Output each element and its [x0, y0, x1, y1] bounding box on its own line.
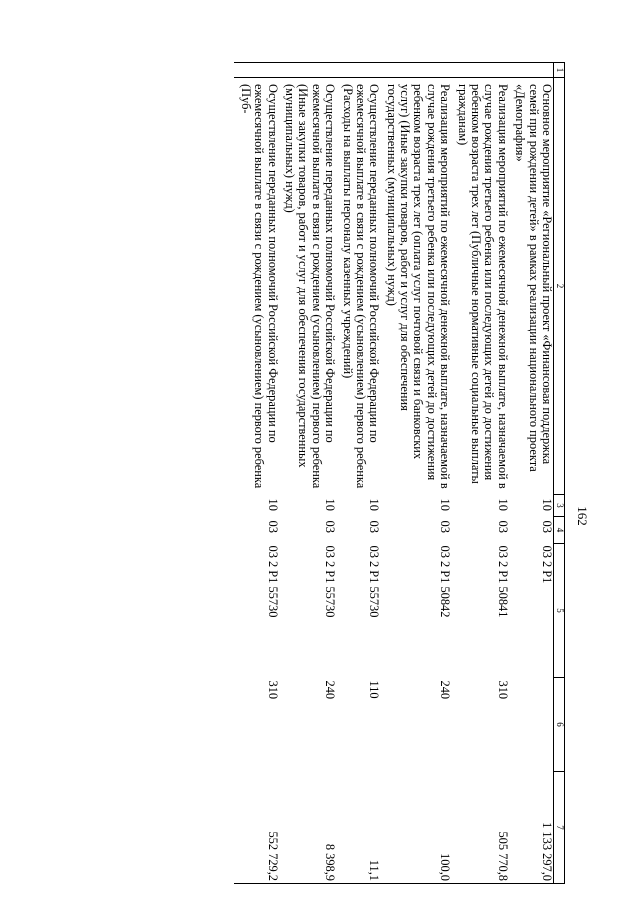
column-number-1: 1 [554, 63, 565, 78]
row-index-cell [380, 63, 451, 78]
table-row [234, 63, 278, 884]
page-number: 162 [575, 506, 590, 526]
budget-table [234, 62, 565, 884]
item-name: Осуществление переданных полномочий Российской Федерации по ежемесячной выплате в связи с рождением (усыновлением) первого ребенка (Иные закупки товаров, работ и услуг для обеспечения государственных (муниципальных) нужд) [282, 84, 338, 489]
target-article-code: 03 2 P1 55730 [323, 545, 338, 618]
column-number-6: 6 [554, 678, 565, 772]
expense-type-code: 110 [367, 680, 382, 699]
amount-value: 505 770,8 [451, 772, 509, 884]
amount-value: 8 398,9 [279, 772, 337, 884]
section-code: 10 [540, 498, 554, 511]
target-article-code: 03 2 P1 [540, 545, 554, 584]
column-number-7: 7 [554, 772, 565, 884]
expense-type-code [509, 678, 554, 772]
table-row [451, 63, 509, 884]
section-code: 10 [438, 498, 453, 511]
column-number-2: 2 [554, 78, 565, 495]
section-code: 10 [367, 498, 382, 511]
subsection-code: 03 [438, 520, 453, 533]
row-index-cell [509, 63, 554, 78]
amount-value: 1 133 297,0 [509, 772, 554, 884]
expense-type-code: 310 [265, 680, 280, 700]
amount-value: 100,0 [380, 772, 451, 884]
row-index-cell [451, 63, 509, 78]
section-code: 10 [265, 498, 280, 511]
column-number-5: 5 [554, 544, 565, 678]
table-row [279, 63, 337, 884]
rotated-page-content [5, 0, 605, 890]
item-name: Реализация мероприятий по ежемесячной денежной выплате, назначаемой в случае рождения третьего ребенка или последующих детей до достижения ребенком возраста трех лет (Публичные нормативные социальные выплаты гражданам) [455, 84, 510, 489]
subsection-code: 03 [323, 520, 338, 533]
expense-type-code: 240 [438, 680, 453, 700]
item-name: Реализация мероприятий по ежемесячной денежной выплате, назначаемой в случае рождения третьего ребенка или последующих детей до достижения ребенком возраста трех лет (оплата услуг почтовой связи и банковских услуг) (Иные закупки товаров, работ и услуг для обеспечения государственных (муниципальных) нужд) [384, 84, 453, 489]
target-article-code: 03 2 P1 50841 [495, 545, 510, 618]
column-number-row [554, 63, 565, 884]
target-article-code: 03 2 P1 55730 [367, 545, 382, 618]
target-article-code: 03 2 P1 50842 [438, 545, 453, 618]
subsection-code: 03 [367, 520, 382, 533]
table-row [380, 63, 451, 884]
column-number-3: 3 [554, 495, 565, 517]
target-article-code: 03 2 P1 55730 [265, 545, 280, 618]
row-index-cell [234, 63, 278, 78]
item-name: Осуществление переданных полномочий Российской Федерации по ежемесячной выплате в связи с рождением (усыновлением) первого ребенка (Расходы на выплаты персоналу казенных учреждений) [340, 84, 382, 489]
subsection-code: 03 [265, 520, 280, 533]
item-name: Осуществление переданных полномочий Российской Федерации по ежемесячной выплате в связи с рождением (усыновлением) первого ребенка (Пуб- [238, 84, 280, 489]
expense-type-code: 310 [495, 680, 510, 700]
table-row [509, 63, 554, 884]
subsection-code: 03 [540, 520, 554, 533]
amount-value: 11,1 [336, 772, 380, 884]
section-code: 10 [495, 498, 510, 511]
table-row [336, 63, 380, 884]
row-index-cell [336, 63, 380, 78]
amount-value: 552 729,2 [234, 772, 278, 884]
expense-type-code: 240 [323, 680, 338, 700]
column-number-4: 4 [554, 517, 565, 544]
row-index-cell [279, 63, 337, 78]
subsection-code: 03 [495, 520, 510, 533]
section-code: 10 [323, 498, 338, 511]
item-name: Основное мероприятие «Региональный проект «Финансовая поддержка семей при рождении детей» в рамках реализации национального проекта «Демография» [513, 84, 554, 472]
